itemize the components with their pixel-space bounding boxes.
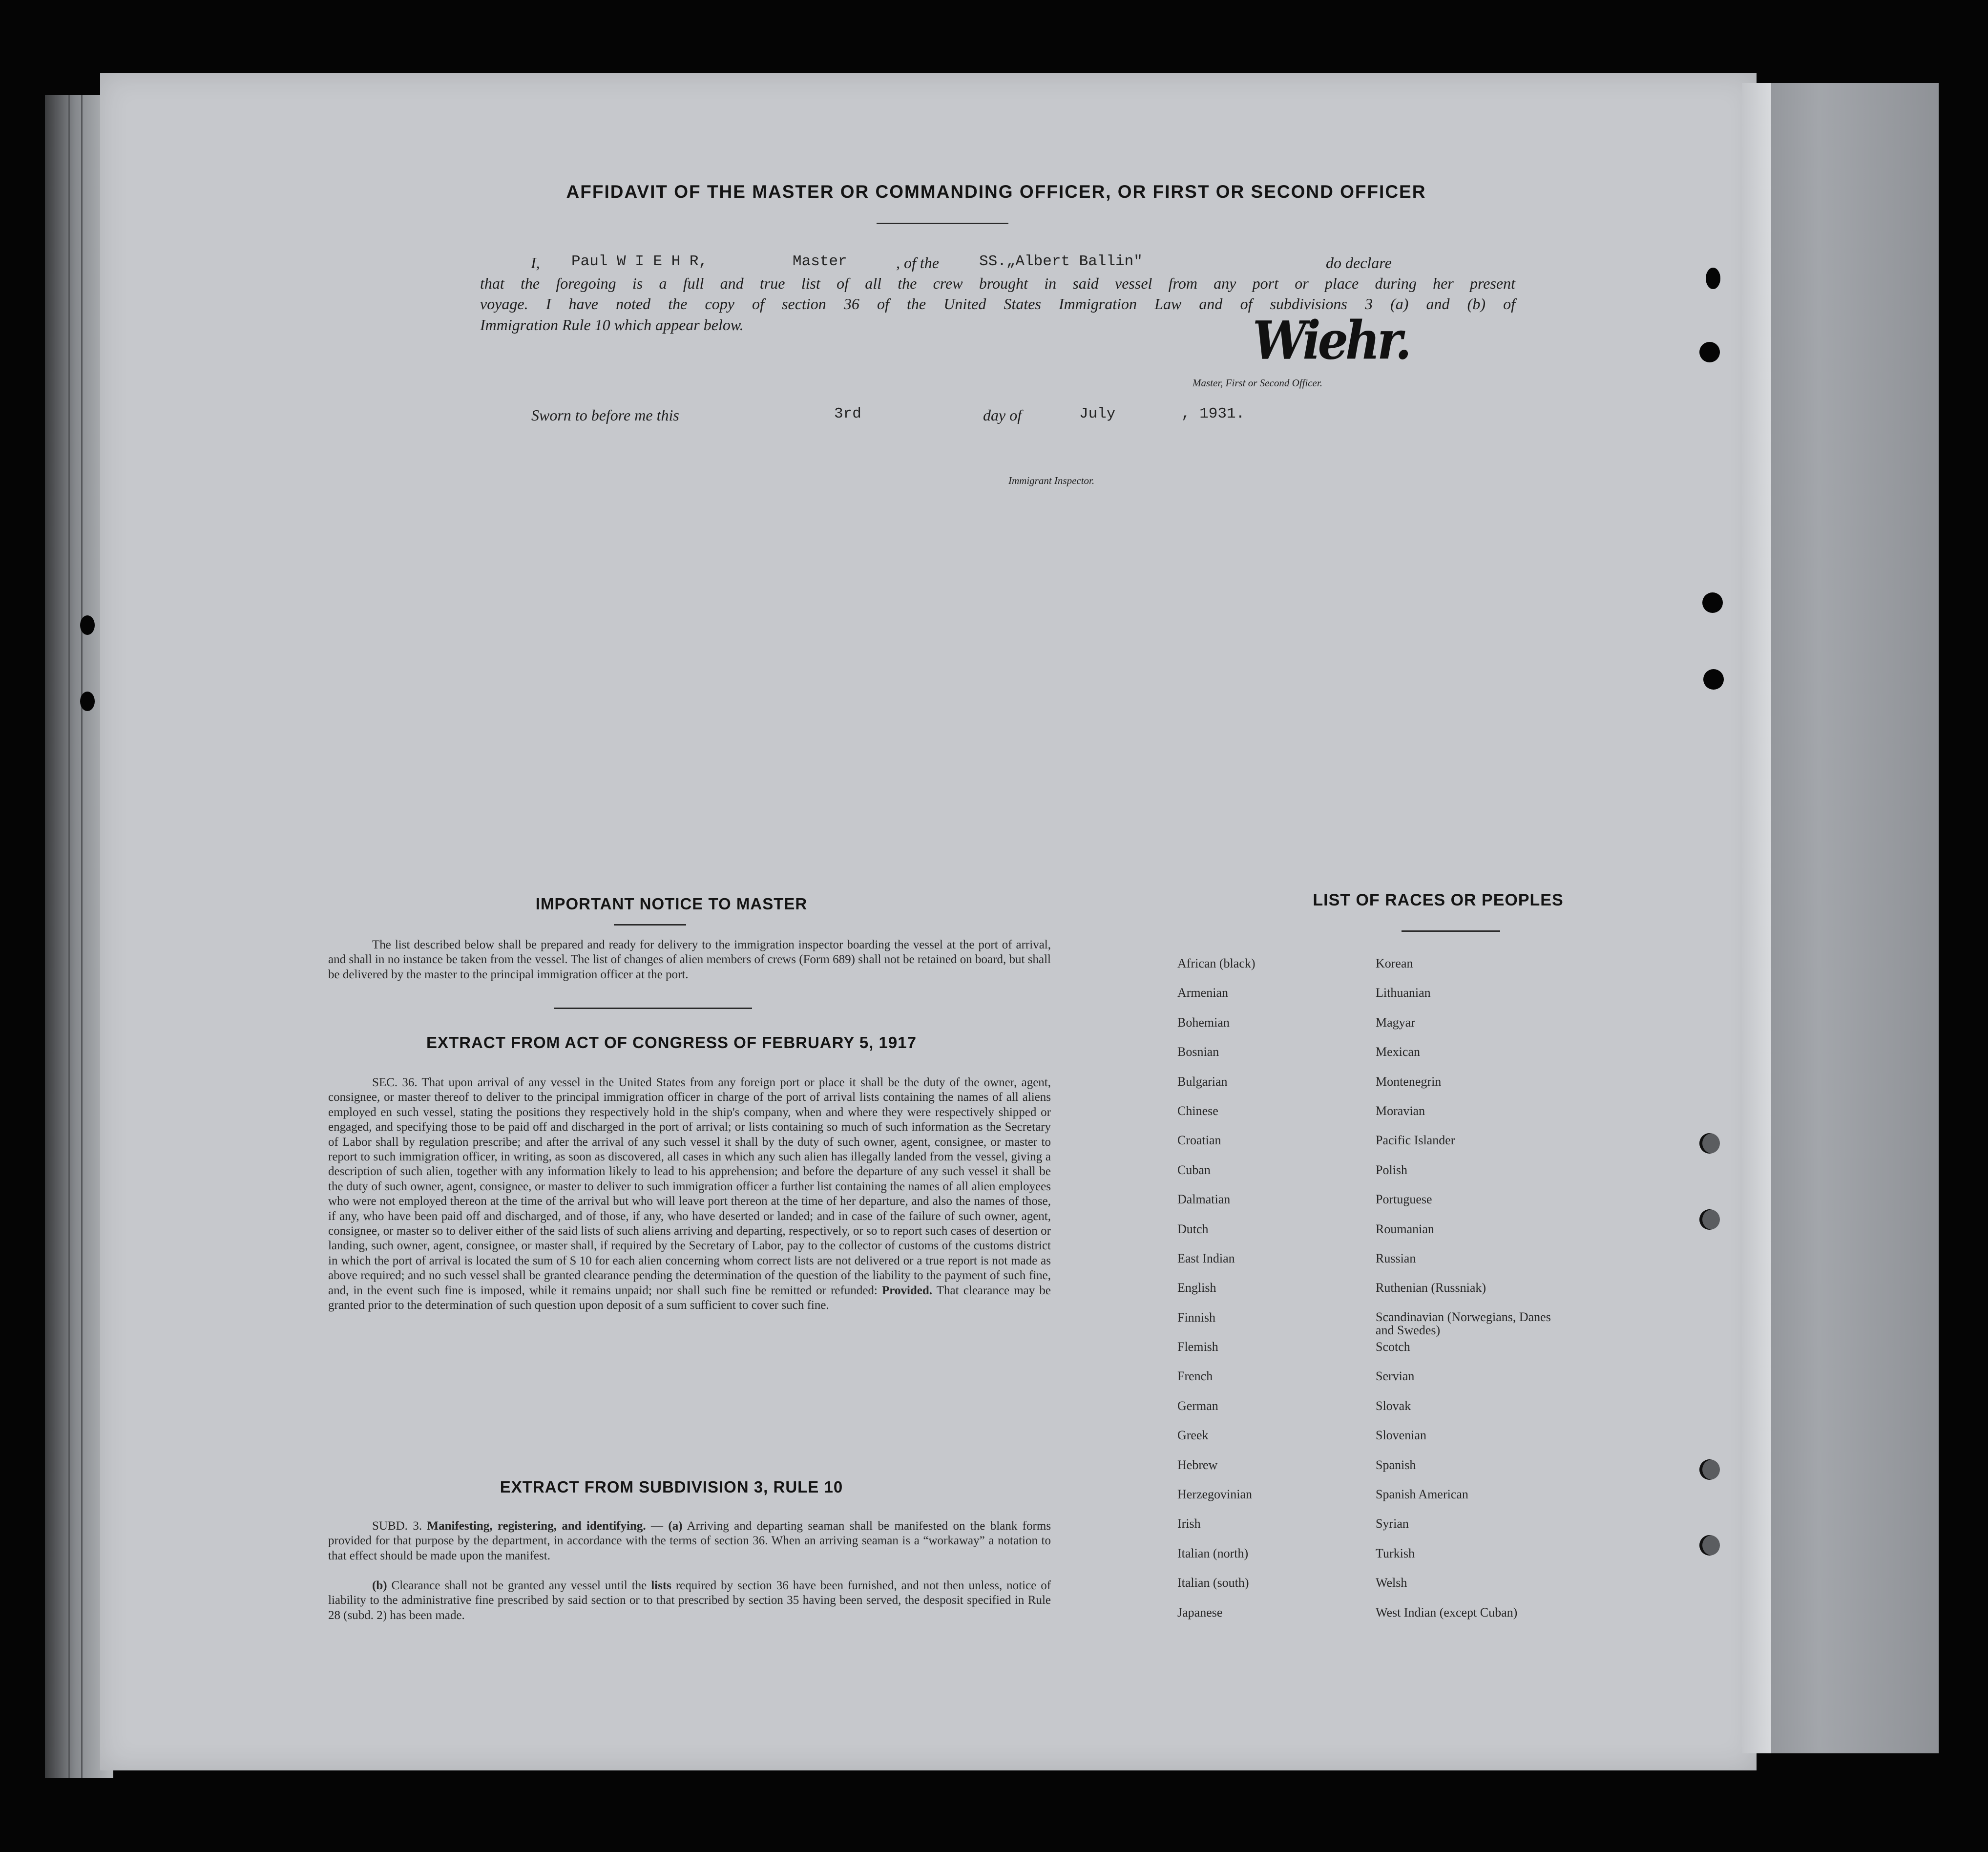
race-item: Welsh bbox=[1376, 1576, 1407, 1590]
affidavit-title-rule bbox=[877, 223, 1008, 224]
subd-a-text: Arriving and departing seaman shall be manifested on the blank forms provided for that purpose by the department, in accordance with the terms of section 36. When an arriving seaman is a “workaway” a notation to that effect should be made upon the manifest. bbox=[328, 1519, 1051, 1562]
race-item: Bohemian bbox=[1177, 1015, 1230, 1030]
punch-hole bbox=[80, 615, 95, 635]
race-item: Roumanian bbox=[1376, 1221, 1434, 1236]
notice-divider bbox=[554, 1008, 752, 1009]
punch-hole bbox=[1699, 1459, 1720, 1480]
race-item: African (black) bbox=[1177, 956, 1256, 970]
notice-title: IMPORTANT NOTICE TO MASTER bbox=[535, 895, 808, 913]
section-36-text-end: That clearance may be granted prior to the determination of such question upon deposit of a sum sufficient to cover such fine. bbox=[328, 1284, 1051, 1312]
notice-title-rule bbox=[614, 924, 686, 926]
race-item: Armenian bbox=[1177, 986, 1228, 1000]
race-item: Croatian bbox=[1177, 1133, 1221, 1148]
race-item: Dalmatian bbox=[1177, 1192, 1231, 1207]
race-item: Lithuanian bbox=[1376, 986, 1431, 1000]
provided-keyword: Provided. bbox=[882, 1284, 933, 1297]
race-item: Chinese bbox=[1177, 1103, 1218, 1118]
race-item: Bulgarian bbox=[1177, 1074, 1228, 1089]
race-item: Herzegovinian bbox=[1177, 1487, 1253, 1502]
race-item: Spanish bbox=[1376, 1457, 1416, 1472]
race-item: Italian (south) bbox=[1177, 1576, 1249, 1590]
section-36-text: SEC. 36. That upon arrival of any vessel in the United States from any foreign port or place it shall be the duty of the owner, agent, consignee, or master thereof to deliver to the principal immigration officer in charge of the port of arrival lists containing the names of all aliens employed en such vessel, stating the positions they respectively hold in the ship's company, when and where they were respectively shipped or engaged, and specifying those to be paid off and discharged in the port of arrival; or lists containing so much of such information as the Secretary of Labor shall by regulation prescribe; and after the arrival of any such vessel it shall by the duty of such owner, agent, consignee, or master to report to such immigration officer, in writing, as soon as discovered, all cases in which any such alien has illegally landed from the vessel, giving a description of such alien, together with any information likely to lead to his apprehension; and before the departure of any such vessel it shall be the duty of such owner, agent, consignee, or master to deliver to such immigration officer a further list containing the names of all alien employees who were not employed thereon at the time of the arrival but who will leave port thereon at the time of her departure, and also the names of those, if any, who have been paid off and discharged, and of those, if any, who have deserted or landed; and in case of the failure of such owner, agent, consignee, or master so to deliver either of the said lists of such aliens arriving and departing, respectively, or so to report such cases of desertion or landing, such owner, agent, consignee, or master shall, if required by the Secretary of Labor, pay to the collector of customs of the customs district in which the port of arrival is located the sum of $ 10 for each alien concerning whom correct lists are not delivered or a true report is not made as above required; and no such vessel shall be granted clearance pending the determination of the question of the liability to the payment of such fine, and, in the event such fine is imposed, while it remains unpaid; nor shall such fine be remitted or refunded: bbox=[328, 1076, 1051, 1297]
race-item: Portuguese bbox=[1376, 1192, 1432, 1207]
race-item: Spanish American bbox=[1376, 1487, 1468, 1502]
race-item: English bbox=[1177, 1281, 1216, 1295]
race-item: Servian bbox=[1376, 1369, 1415, 1384]
sworn-label: Sworn to before me this bbox=[531, 406, 679, 424]
race-item: German bbox=[1177, 1398, 1218, 1413]
extract-act-body bbox=[328, 1075, 1051, 1313]
races-title-rule bbox=[1402, 930, 1500, 932]
race-item: Montenegrin bbox=[1376, 1074, 1442, 1089]
lists-keyword: lists bbox=[651, 1579, 671, 1592]
race-item: Slovenian bbox=[1376, 1428, 1426, 1443]
punch-hole bbox=[1699, 342, 1720, 362]
race-item: Scotch bbox=[1376, 1340, 1410, 1354]
race-item: Japanese bbox=[1177, 1605, 1223, 1620]
race-item: Ruthenian (Russniak) bbox=[1376, 1281, 1486, 1295]
race-item: Finnish bbox=[1177, 1310, 1216, 1325]
extract-rule-title: EXTRACT FROM SUBDIVISION 3, RULE 10 bbox=[500, 1478, 843, 1496]
punch-hole bbox=[80, 692, 95, 711]
race-item: Pacific Islander bbox=[1376, 1133, 1455, 1148]
punch-hole bbox=[1702, 592, 1723, 613]
extract-act-title: EXTRACT FROM ACT OF CONGRESS OF FEBRUARY 5, 1917 bbox=[426, 1033, 917, 1052]
affidavit-line-2: that the foregoing is a full and true list of all the crew brought in said vessel from any port or place during her present bbox=[480, 274, 1515, 292]
race-item: Moravian bbox=[1376, 1103, 1425, 1118]
sworn-day: 3rd bbox=[834, 405, 861, 422]
race-item: Scandinavian (Norwegians, Danes and Swedes) bbox=[1376, 1309, 1551, 1337]
race-item: Polish bbox=[1376, 1162, 1408, 1177]
subd-b-text-1: Clearance shall not be granted any vessel until the bbox=[391, 1579, 647, 1592]
race-item: Syrian bbox=[1376, 1516, 1409, 1531]
subd-a-label: (a) bbox=[668, 1519, 683, 1533]
race-item: East Indian bbox=[1177, 1251, 1235, 1265]
affidavit-line-4: Immigration Rule 10 which appear below. bbox=[480, 316, 744, 334]
of-the-label: , of the bbox=[896, 254, 939, 272]
race-item: Hebrew bbox=[1177, 1457, 1218, 1472]
punch-hole bbox=[1699, 1133, 1720, 1154]
punch-hole bbox=[1703, 669, 1724, 690]
race-item: Russian bbox=[1376, 1251, 1416, 1265]
page-edge-fold bbox=[1742, 83, 1771, 1753]
races-left-column bbox=[1177, 956, 1256, 1635]
affidavit-title: AFFIDAVIT OF THE MASTER OR COMMANDING OFFICER, OR FIRST OR SECOND OFFICER bbox=[566, 182, 1426, 202]
race-item: West Indian (except Cuban) bbox=[1376, 1605, 1518, 1620]
subd-a-paragraph bbox=[328, 1519, 1051, 1563]
race-item: Turkish bbox=[1376, 1546, 1415, 1560]
notice-body: The list described below shall be prepared and ready for delivery to the immigration inspector boarding the vessel at the port of arrival, and shall in no instance be taken from the vessel. The list of changes of alien members of crews (Form 689) shall not be retained on board, but shall be delivered by the master to the principal immigration officer at the port. bbox=[328, 938, 1051, 981]
master-rank: Master bbox=[793, 253, 847, 270]
sworn-year: , 1931. bbox=[1181, 405, 1245, 422]
race-item: Slovak bbox=[1376, 1398, 1411, 1413]
race-item: Korean bbox=[1376, 956, 1413, 970]
vessel-name: SS.„Albert Ballin" bbox=[979, 253, 1143, 270]
subd-label: SUBD. 3. bbox=[372, 1519, 422, 1533]
race-item: Greek bbox=[1177, 1428, 1209, 1443]
subd-dash: — bbox=[651, 1519, 664, 1533]
document-page bbox=[100, 73, 1757, 1770]
race-item: Bosnian bbox=[1177, 1045, 1219, 1059]
race-item: Mexican bbox=[1376, 1045, 1420, 1059]
subd-b-paragraph bbox=[328, 1578, 1051, 1623]
punch-hole bbox=[1699, 1535, 1720, 1556]
subd-heading: Manifesting, registering, and identifying. bbox=[427, 1519, 646, 1533]
affidavit-line-3: voyage. I have noted the copy of section 36 of the United States Immigration Law and of subdivisions 3 (a) and (b) of bbox=[480, 295, 1515, 313]
affidavit-lead: I, bbox=[531, 254, 540, 272]
inspector-caption: Immigrant Inspector. bbox=[1008, 475, 1095, 486]
races-right-column bbox=[1376, 956, 1551, 1635]
race-item: Flemish bbox=[1177, 1340, 1218, 1354]
races-title: LIST OF RACES OR PEOPLES bbox=[1313, 891, 1564, 909]
do-declare-label: do declare bbox=[1326, 254, 1392, 272]
punch-hole bbox=[1699, 1209, 1720, 1230]
race-item: Cuban bbox=[1177, 1162, 1211, 1177]
signature-caption: Master, First or Second Officer. bbox=[1193, 377, 1322, 389]
race-item: Italian (north) bbox=[1177, 1546, 1249, 1560]
master-signature: Wiehr. bbox=[1253, 310, 1409, 372]
race-item: Dutch bbox=[1177, 1221, 1209, 1236]
subd-b-label: (b) bbox=[372, 1579, 387, 1592]
sworn-month: July bbox=[1079, 405, 1116, 422]
race-item: Irish bbox=[1177, 1516, 1201, 1531]
race-item: French bbox=[1177, 1369, 1213, 1384]
day-of-label: day of bbox=[983, 406, 1022, 424]
race-item: Magyar bbox=[1376, 1015, 1415, 1030]
subd-b-text-2: required by section 36 have been furnished, and not then unless, notice of liability to the administrative fine prescribed by said section or to that prescribed by section 35 having been served, the desposit specified in Rule 28 (subd. 2) has been made. bbox=[328, 1579, 1051, 1622]
master-name: Paul W I E H R, bbox=[571, 253, 708, 270]
punch-hole bbox=[1706, 268, 1720, 289]
